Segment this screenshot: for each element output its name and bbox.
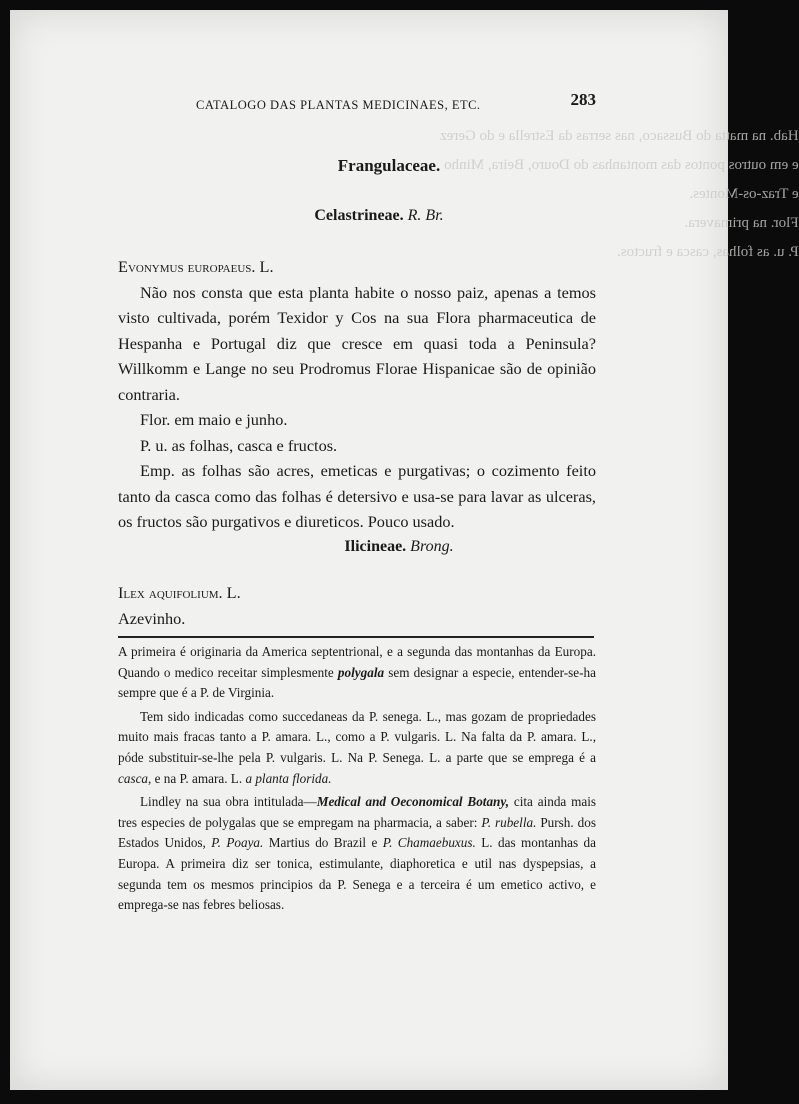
footnotes [118,642,596,919]
running-title: CATALOGO DAS PLANTAS MEDICINAES, ETC. [196,98,481,112]
family-title: Frangulaceae. [337,156,441,175]
tribe-author: Brong. [410,538,454,555]
page-number: 283 [570,90,596,109]
common-name: Azevinho. [118,608,186,628]
flowering-period: Flor. em maio e junho. [140,410,288,429]
page [10,10,799,1090]
species-name: Evonymus europaeus. L. [118,257,274,276]
species-ilex-entry [118,580,596,631]
uses-paragraph: Emp. as folhas são acres, emeticas e purgativas; o cozimento feito tanto da casca como das folhas é detersivo e usa-se para lavar as ulceras, os fructos são purgativos e diureticos. Pouco usado. [118,461,596,531]
species-description: Não nos consta que esta planta habite o nosso paiz, apenas a temos visto cultivada, porém Texidor y Cos na sua Flora pharmaceutica de Hespanha e Portugal diz que cresce em quasi toda a Peninsula? Willkomm e Lange no seu Prodromus Florae Hispanicae são de opinião contraria. [118,282,596,404]
footnote-divider [118,636,594,638]
species-name: Ilex aquifolium. L. [118,583,241,602]
tribe-heading-celastrineae [10,207,728,225]
tribe-name: Ilicineae. [344,538,407,555]
tribe-author: R. Br. [407,207,444,224]
page-header [196,90,596,113]
tribe-heading-ilicineae [10,538,728,556]
bleed-through-text: Hab. na matta do Bussaco, nas serras da Estrella e do Gerez e em outros pontos das montanhas do Douro, Beira, Minho e Traz-os-Montes. Flor. na primavera. P. u. as folhas, casca e fructos. [440,128,799,260]
footnote-3: Lindley na sua obra intitulada—Medical and Oeconomical Botany, cita ainda mais tres especies de polygalas que se empregam na pharmacia, a saber: P. rubella. Pursh. dos Estados Unidos, P. Poaya. Martius do Brazil e P. Chamaebuxus. L. das montanhas da Europa. A primeira diz ser tonica, estimulante, diaphoretica e util nas dyspepsias, a segunda tem os mesmos principios da P. Senega e a terceira é um emetico activo, e emprega-se nas febres beliosas. [118,794,597,913]
tribe-name: Celastrineae. [314,207,404,224]
footnote-1: A primeira é originaria da America septentrional, e a segunda das montanhas da Europa. Quando o medico receitar simplesmente polygala sem designar a especie, entender-se-ha sempre que é a P. de Virginia. [118,644,596,701]
footnote-2: Tem sido indicadas como succedaneas da P. senega. L., mas gozam de propriedades muito mais fracas tanto a P. amara. L., como a P. vulgaris. L. Na falta da P. amara. L., póde substituir-se-lhe pela P. vulgaris. L. Na P. Senega. L. a parte que se emprega é a casca, e na P. amara. L. a planta florida. [118,708,596,786]
species-evonymus-entry [118,254,596,535]
parts-used: P. u. as folhas, casca e fructos. [140,435,338,455]
